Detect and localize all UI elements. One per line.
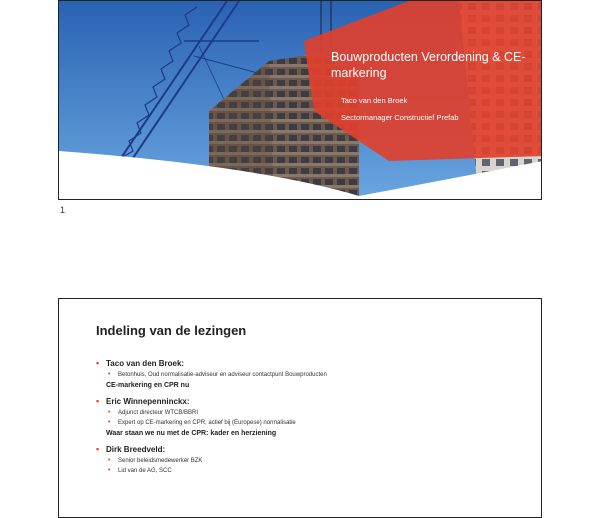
speaker-name: • Taco van den Broek:	[96, 357, 516, 370]
speaker-detail: • Senior beleidsmedewerker BZK	[96, 456, 516, 466]
speaker-name: • Eric Winnepenninckx:	[96, 395, 516, 408]
construction-photo	[59, 1, 542, 200]
speaker-list	[96, 357, 516, 479]
page-number: 1	[60, 205, 66, 215]
speaker-detail: • Lid van de AG, SCC	[96, 466, 516, 476]
speaker-name: • Dirk Breedveld:	[96, 443, 516, 456]
speaker-detail: • Betonhuis, Oud normalisatie-adviseur en adviseur contactpunt Bouwproducten	[96, 370, 516, 380]
agenda-slide	[58, 298, 542, 518]
title-slide	[58, 0, 542, 200]
speaker-topic: Waar staan we nu met de CPR: kader en herziening	[106, 430, 277, 437]
speaker-item	[96, 395, 516, 440]
speaker-detail: • Adjunct directeur WTCB/BBRI	[96, 408, 516, 418]
speaker-item	[96, 443, 516, 476]
presenter-role: Sectormanager Constructief Prefab	[341, 113, 459, 122]
speaker-detail: • Expert op CE-markering en CPR, actief bij (Europese) normalisatie	[96, 418, 516, 428]
presentation-title: Bouwproducten Verordening & CE-markering	[331, 50, 526, 80]
agenda-title: Indeling van de lezingen	[96, 323, 247, 338]
speaker-item	[96, 357, 516, 392]
speaker-topic: CE-markering en CPR nu	[106, 382, 190, 389]
presenter-name: Taco van den Broek	[341, 96, 408, 105]
